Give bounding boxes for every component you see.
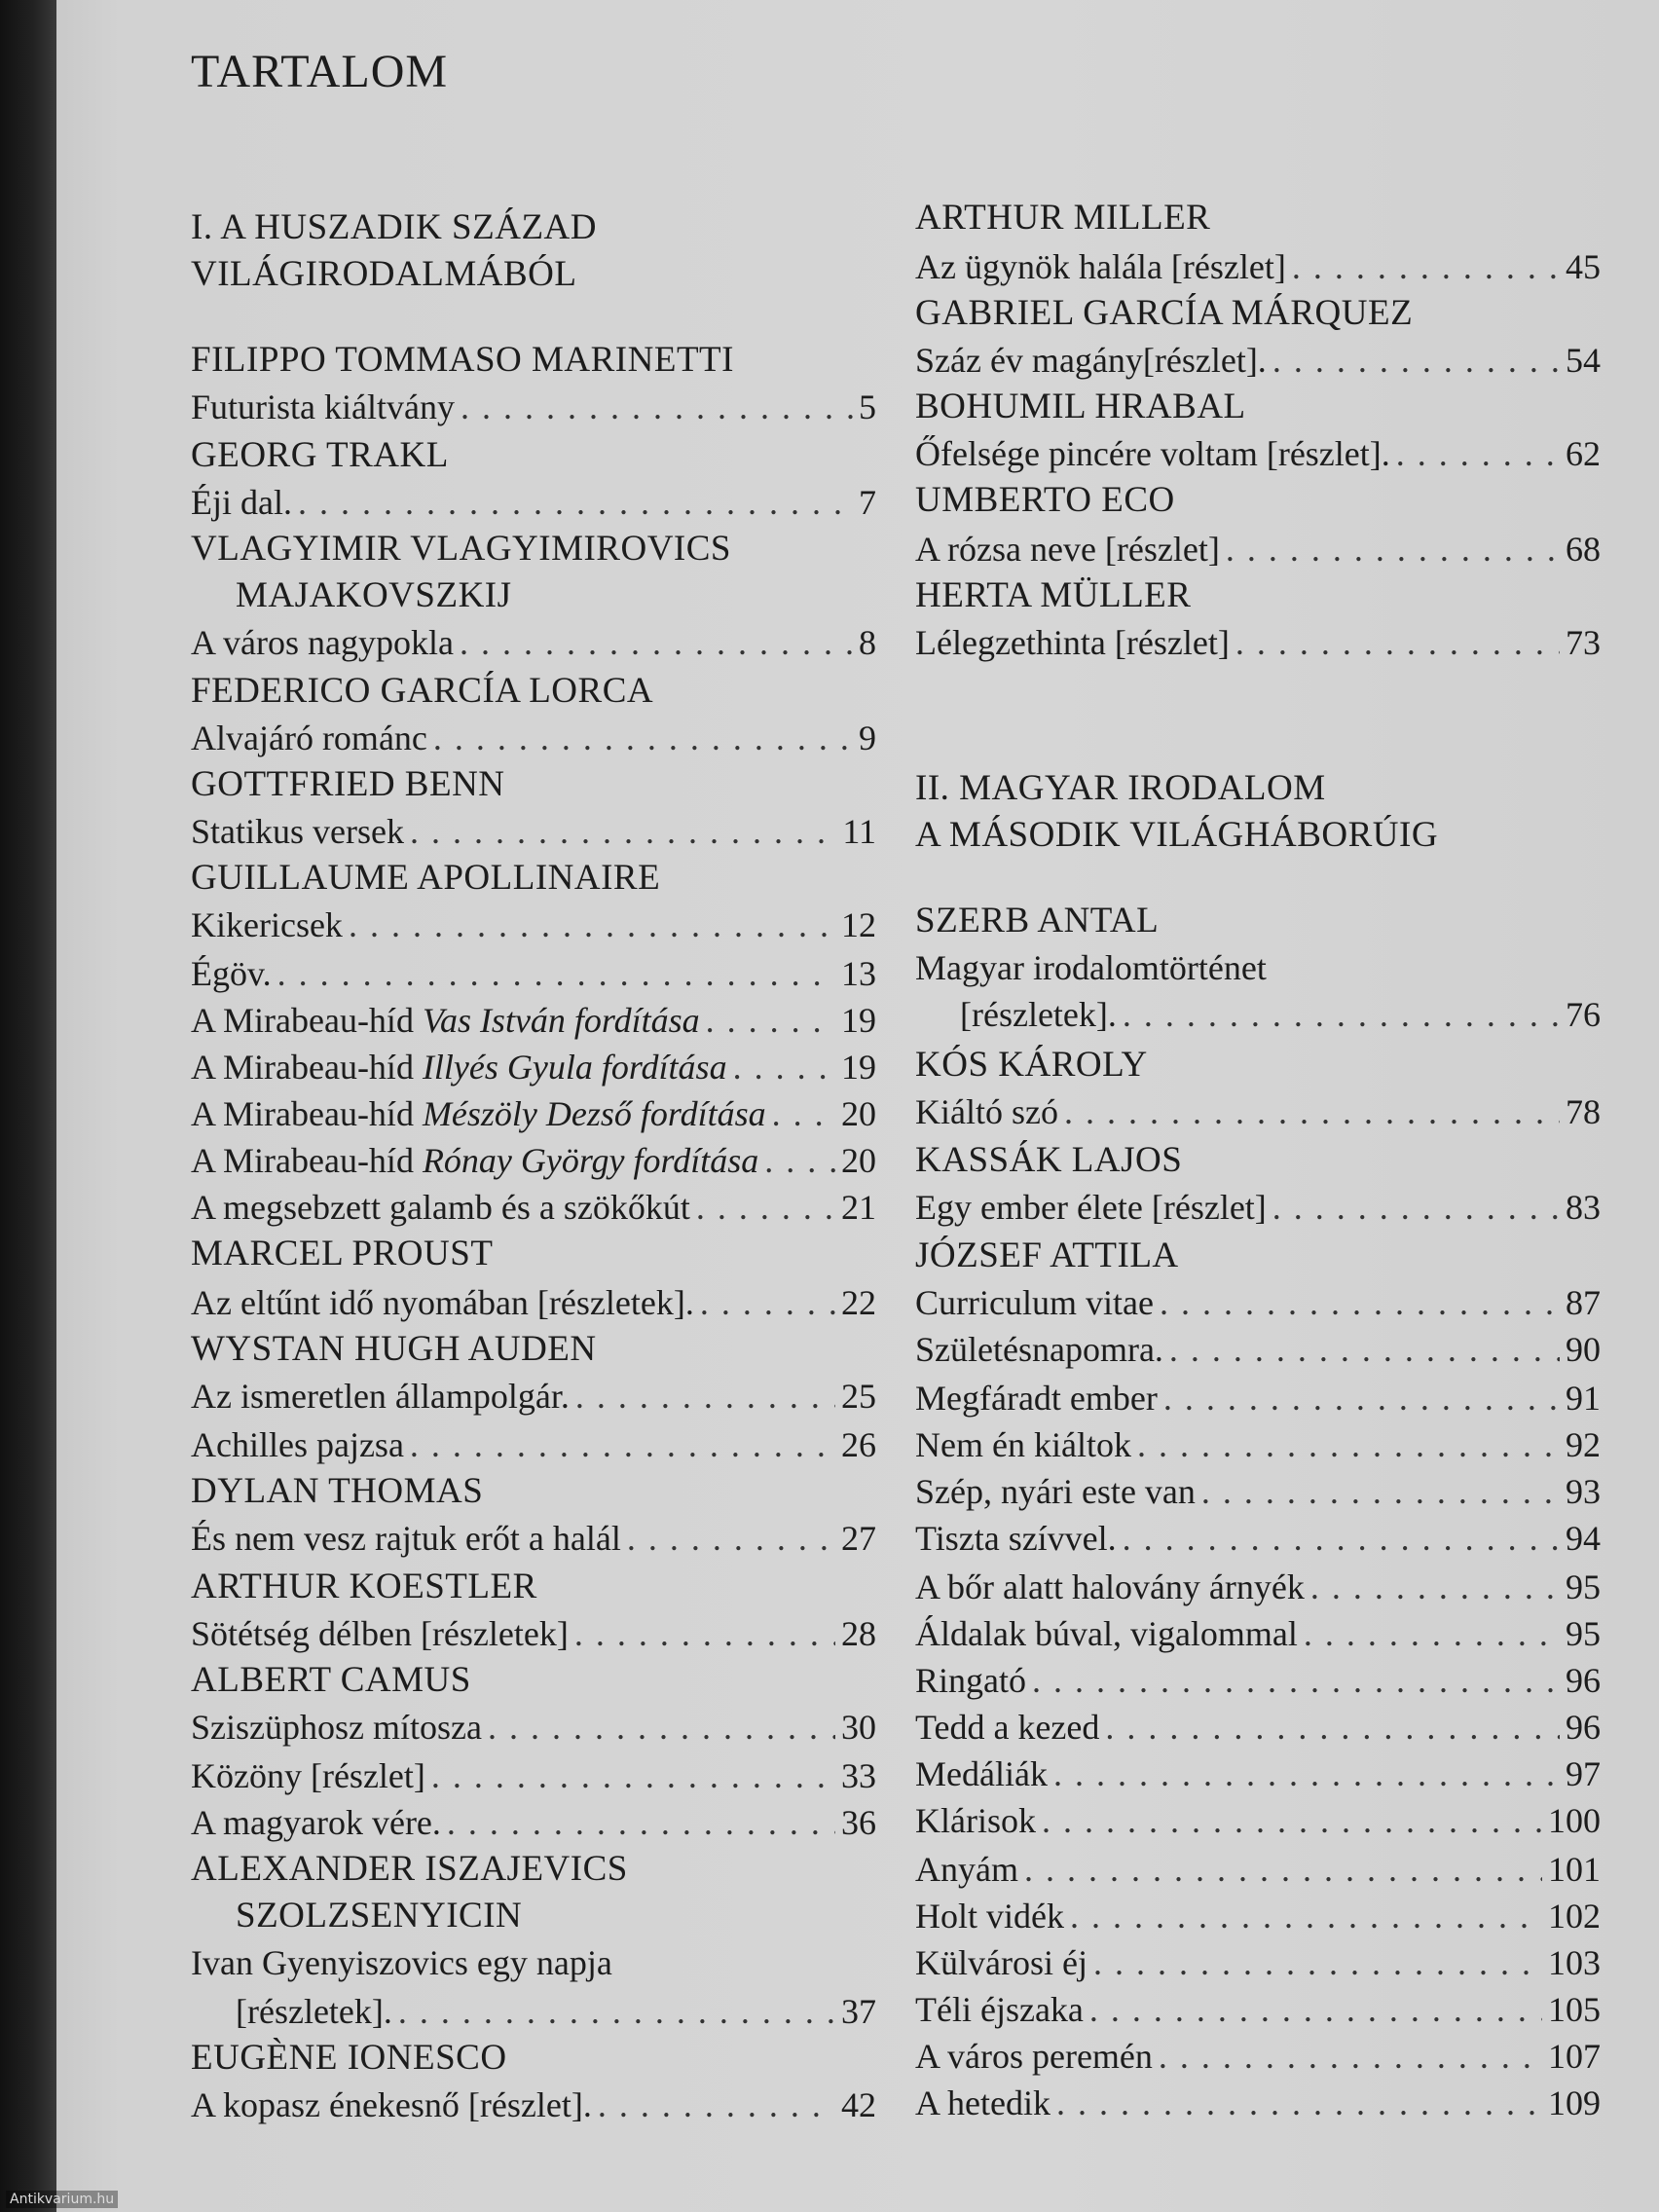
dot-leader (598, 2082, 835, 2128)
dot-leader (1053, 1751, 1560, 1797)
dot-leader (1089, 1986, 1542, 2033)
dot-leader (1137, 1421, 1560, 1468)
dot-leader (574, 1610, 835, 1657)
entry-page-number: 12 (841, 905, 876, 944)
dot-leader (398, 1988, 835, 2035)
author-name: SZOLZSENYICIN (236, 1896, 523, 1936)
toc-entry (191, 1373, 876, 1419)
dot-leader (1056, 2080, 1542, 2126)
entry-page-number: 5 (859, 387, 876, 426)
book-spine (0, 0, 56, 2212)
toc-entry (915, 1468, 1601, 1515)
author-name: FILIPPO TOMMASO MARINETTI (191, 340, 734, 380)
dot-leader (1310, 1564, 1560, 1610)
entry-title (191, 950, 272, 997)
dot-leader (433, 715, 853, 761)
entry-title (915, 1279, 1154, 1326)
toc-entry (191, 1515, 876, 1562)
toc-entry (915, 1279, 1601, 1326)
toc-entry (915, 1657, 1601, 1704)
entry-page-number: 101 (1548, 1850, 1601, 1889)
entry-page-number: 19 (841, 1001, 876, 1040)
entry-page-number: 90 (1566, 1330, 1601, 1369)
entry-title-text: Közöny [részlet] (191, 1756, 425, 1795)
author-name: ALBERT CAMUS (191, 1660, 471, 1700)
entry-page-number: 37 (841, 1992, 876, 2031)
entry-title-text: Téli éjszaka (915, 1990, 1084, 2029)
toc-entry (915, 1893, 1601, 1939)
entry-page-number: 30 (841, 1708, 876, 1747)
toc-entry (915, 1564, 1601, 1610)
entry-title-text: Az ügynök halála [részlet] (915, 247, 1286, 286)
entry-page-number: 73 (1566, 623, 1601, 662)
entry-title-text: A város nagypokla (191, 623, 454, 662)
toc-entry (915, 430, 1601, 477)
dot-leader (700, 1279, 835, 1326)
entry-title (915, 2033, 1153, 2080)
entry-page-number: 19 (841, 1048, 876, 1087)
entry-title (915, 1939, 1088, 1986)
toc-entry (915, 526, 1601, 572)
entry-translator: Rónay György fordítása (422, 1141, 759, 1180)
entry-title (915, 2080, 1051, 2126)
entry-title (191, 1184, 690, 1231)
dot-leader (1396, 430, 1560, 477)
author-name: UMBERTO ECO (915, 480, 1175, 520)
toc-entry (915, 1326, 1601, 1373)
dot-leader (277, 950, 835, 997)
entry-title (915, 1846, 1018, 1893)
entry-title (915, 337, 1267, 384)
entry-title-text: Megfáradt ember (915, 1379, 1158, 1418)
dot-leader (764, 1137, 835, 1184)
entry-title (191, 1515, 621, 1562)
toc-entry (191, 1610, 876, 1657)
entry-title-text: Kiáltó szó (915, 1092, 1058, 1131)
author-name: GUILLAUME APOLLINAIRE (191, 858, 661, 898)
dot-leader (410, 808, 836, 855)
entry-page-number: 54 (1566, 341, 1601, 380)
entry-title-text: A Mirabeau-híd (191, 1048, 414, 1087)
dot-leader (447, 1799, 835, 1846)
entry-title (191, 1704, 482, 1751)
author-name: VLAGYIMIR VLAGYIMIROVICS (191, 529, 732, 569)
toc-entry (915, 1421, 1601, 1468)
toc-entry (915, 1797, 1601, 1844)
entry-title-text: Égöv. (191, 954, 272, 993)
entry-page-number: 68 (1566, 530, 1601, 569)
entry-page-number: 83 (1566, 1188, 1601, 1227)
entry-title-text: Tiszta szívvel. (915, 1519, 1117, 1558)
entry-page-number: 36 (841, 1803, 876, 1842)
toc-entry (915, 1515, 1601, 1562)
entry-title (915, 1468, 1196, 1515)
dot-leader (1169, 1326, 1560, 1373)
dot-leader (1272, 1184, 1560, 1231)
dot-leader (772, 1090, 835, 1137)
entry-title (191, 1799, 441, 1846)
entry-title (915, 1797, 1036, 1844)
entry-page-number: 20 (841, 1094, 876, 1133)
entry-title (915, 1610, 1298, 1657)
toc-entry (191, 715, 876, 761)
author-name: KASSÁK LAJOS (915, 1140, 1183, 1180)
entry-page-number: 95 (1566, 1614, 1601, 1653)
entry-title-text: A Mirabeau-híd (191, 1001, 414, 1040)
dot-leader (1105, 1704, 1560, 1751)
entry-title (191, 902, 343, 948)
toc-entry (191, 479, 876, 526)
entry-page-number: 91 (1566, 1379, 1601, 1418)
entry-title-text: Anyám (915, 1850, 1018, 1889)
entry-title-text: Az eltűnt idő nyomában [részletek]. (191, 1283, 694, 1322)
entry-page-number: 33 (841, 1756, 876, 1795)
toc-entry (191, 997, 876, 1044)
toc-entry (191, 1090, 876, 1137)
dot-leader (1272, 337, 1560, 384)
entry-page-number: 94 (1566, 1519, 1601, 1558)
entry-title-text: Holt vidék (915, 1897, 1064, 1936)
dot-leader (696, 1184, 835, 1231)
toc-entry (191, 619, 876, 666)
author-name: ARTHUR MILLER (915, 198, 1211, 238)
entry-title-text: A város peremén (915, 2037, 1153, 2076)
entry-title (915, 1184, 1267, 1231)
entry-title: Magyar irodalomtörténet (915, 948, 1267, 987)
entry-title (191, 1279, 694, 1326)
toc-entry (191, 1279, 876, 1326)
entry-page-number: 102 (1548, 1897, 1601, 1936)
entry-title-text: Tedd a kezed (915, 1708, 1100, 1747)
entry-title-text: [részletek]. (960, 995, 1117, 1034)
dot-leader (706, 997, 835, 1044)
entry-title (915, 1564, 1305, 1610)
dot-leader (1042, 1797, 1542, 1844)
toc-entry (915, 2080, 1601, 2126)
entry-title-text: Száz év magány[részlet]. (915, 341, 1267, 380)
entry-page-number: 87 (1566, 1283, 1601, 1322)
entry-title (191, 1421, 404, 1468)
entry-translator: Vas István fordítása (422, 1001, 700, 1040)
toc-entry (191, 1044, 876, 1090)
dot-leader (1160, 1279, 1560, 1326)
entry-title (960, 991, 1117, 1038)
entry-title-text: Őfelsége pincére voltam [részlet]. (915, 434, 1390, 473)
entry-page-number: 105 (1548, 1990, 1601, 2029)
entry-title (191, 1044, 727, 1090)
entry-title-text: Születésnapomra. (915, 1330, 1163, 1369)
author-name: GEORG TRAKL (191, 435, 449, 475)
entry-page-number: 21 (841, 1188, 876, 1227)
author-name: HERTA MÜLLER (915, 575, 1192, 615)
dot-leader (733, 1044, 835, 1090)
entry-page-number: 76 (1566, 995, 1601, 1034)
author-name: JÓZSEF ATTILA (915, 1235, 1179, 1275)
toc-entry (915, 1846, 1601, 1893)
section-heading: VILÁGIRODALMÁBÓL (191, 254, 577, 294)
toc-entry (191, 1988, 876, 2035)
entry-title-text: Curriculum vitae (915, 1283, 1154, 1322)
dot-leader (349, 902, 835, 948)
entry-page-number: 95 (1566, 1567, 1601, 1606)
entry-title-text: A magyarok vére. (191, 1803, 441, 1842)
entry-title: Ivan Gyenyiszovics egy napja (191, 1943, 612, 1982)
entry-title-text: Alvajáró románc (191, 719, 427, 757)
entry-title-text: [részletek]. (236, 1992, 392, 2031)
toc-entry (191, 1752, 876, 1799)
entry-title-text: A rózsa neve [részlet] (915, 530, 1220, 569)
entry-page-number: 7 (859, 483, 876, 522)
toc-entry (191, 808, 876, 855)
page-title: TARTALOM (191, 46, 449, 97)
section-heading: I. A HUSZADIK SZÁZAD (191, 207, 597, 247)
author-name: BOHUMIL HRABAL (915, 387, 1246, 426)
toc-entry (915, 1986, 1601, 2033)
entry-title-text: A bőr alatt halovány árnyék (915, 1567, 1305, 1606)
entry-title-text: Medáliák (915, 1754, 1048, 1793)
entry-page-number: 78 (1566, 1092, 1601, 1131)
entry-title-text: Sötétség délben [részletek] (191, 1614, 569, 1653)
toc-entry (915, 1610, 1601, 1657)
dot-leader (1201, 1468, 1560, 1515)
dot-leader (1064, 1088, 1560, 1135)
entry-page-number: 27 (841, 1519, 876, 1558)
entry-page-number: 107 (1548, 2037, 1601, 2076)
author-name: SZERB ANTAL (915, 901, 1160, 940)
dot-leader (1024, 1846, 1542, 1893)
toc-entry (915, 1939, 1601, 1986)
entry-page-number: 97 (1566, 1754, 1601, 1793)
entry-page-number: 45 (1566, 247, 1601, 286)
entry-title (191, 479, 292, 526)
toc-entry (191, 1137, 876, 1184)
dot-leader (1159, 2033, 1542, 2080)
entry-title (915, 1326, 1163, 1373)
entry-title (191, 1752, 425, 1799)
entry-title-text: A Mirabeau-híd (191, 1141, 414, 1180)
entry-title-text: És nem vesz rajtuk erőt a halál (191, 1519, 621, 1558)
dot-leader (1235, 619, 1560, 666)
entry-title (236, 1988, 392, 2035)
entry-title-text: Áldalak búval, vigalommal (915, 1614, 1298, 1653)
entry-title-text: Klárisok (915, 1801, 1036, 1840)
dot-leader (1163, 1375, 1560, 1421)
entry-page-number: 11 (842, 812, 876, 851)
entry-title-text: A kopasz énekesnő [részlet]. (191, 2085, 592, 2124)
author-name: DYLAN THOMAS (191, 1471, 484, 1511)
section-heading: II. MAGYAR IRODALOM (915, 768, 1326, 808)
entry-title-text: Sziszüphosz mítosza (191, 1708, 482, 1747)
toc-entry (915, 1088, 1601, 1135)
entry-page-number: 25 (841, 1377, 876, 1416)
entry-title (191, 1137, 758, 1184)
entry-title (915, 1751, 1048, 1797)
toc-entry (915, 1184, 1601, 1231)
author-name: GOTTFRIED BENN (191, 764, 505, 804)
entry-title-text: Ringató (915, 1661, 1026, 1700)
dot-leader (460, 619, 853, 666)
toc-entry (915, 2033, 1601, 2080)
entry-title (191, 1610, 569, 1657)
entry-title-text: Futurista kiáltvány (191, 387, 455, 426)
entry-title (915, 1515, 1117, 1562)
toc-entry (191, 950, 876, 997)
dot-leader (1292, 243, 1560, 290)
entry-title (191, 715, 427, 761)
entry-title-text: Egy ember élete [részlet] (915, 1188, 1267, 1227)
entry-title (915, 1704, 1099, 1751)
entry-title (915, 430, 1390, 477)
entry-page-number: 22 (841, 1283, 876, 1322)
dot-leader (1123, 991, 1560, 1038)
toc-entry (191, 2082, 876, 2128)
dot-leader (431, 1752, 835, 1799)
entry-translator: Mészöly Dezső fordítása (422, 1094, 766, 1133)
entry-title-text: Éji dal. (191, 483, 292, 522)
entry-page-number: 9 (859, 719, 876, 757)
entry-page-number: 20 (841, 1141, 876, 1180)
entry-title (915, 1421, 1131, 1468)
dot-leader (1070, 1893, 1542, 1939)
author-name: FEDERICO GARCÍA LORCA (191, 671, 654, 711)
entry-page-number: 96 (1566, 1661, 1601, 1700)
toc-entry (191, 1184, 876, 1231)
entry-page-number: 26 (841, 1425, 876, 1464)
entry-page-number: 96 (1566, 1708, 1601, 1747)
entry-page-number: 28 (841, 1614, 876, 1653)
entry-title-text: Az ismeretlen állampolgár. (191, 1377, 570, 1416)
author-name: KÓS KÁROLY (915, 1045, 1148, 1085)
entry-title-text: Kikericsek (191, 905, 343, 944)
entry-title (915, 243, 1286, 290)
entry-translator: Illyés Gyula fordítása (422, 1048, 727, 1087)
entry-title-text: A megsebzett galamb és a szökőkút (191, 1188, 690, 1227)
dot-leader (1123, 1515, 1560, 1562)
dot-leader (1304, 1610, 1560, 1657)
toc-entry (915, 1704, 1601, 1751)
entry-page-number: 93 (1566, 1472, 1601, 1511)
toc-entry (191, 1799, 876, 1846)
entry-title (191, 2082, 592, 2128)
watermark: Antikvarium.hu (6, 2191, 118, 2208)
dot-leader (298, 479, 853, 526)
entry-title (191, 384, 455, 430)
entry-title (191, 808, 404, 855)
entry-page-number: 13 (841, 954, 876, 993)
entry-title (191, 1090, 766, 1137)
toc-entry (915, 1751, 1601, 1797)
toc-entry (191, 384, 876, 430)
dot-leader (1226, 526, 1560, 572)
toc-entry (915, 619, 1601, 666)
author-name: ARTHUR KOESTLER (191, 1567, 537, 1606)
toc-entry (915, 243, 1601, 290)
entry-page-number: 62 (1566, 434, 1601, 473)
entry-title (191, 619, 454, 666)
dot-leader (410, 1421, 835, 1468)
entry-page-number: 8 (859, 623, 876, 662)
entry-title-text: Statikus versek (191, 812, 404, 851)
entry-page-number: 109 (1548, 2083, 1601, 2122)
toc-entry (191, 1704, 876, 1751)
author-name: MARCEL PROUST (191, 1234, 494, 1273)
entry-title (915, 526, 1220, 572)
entry-title-text: A Mirabeau-híd (191, 1094, 414, 1133)
toc-entry (191, 902, 876, 948)
toc-entry (915, 991, 1601, 1038)
author-name: ALEXANDER ISZAJEVICS (191, 1849, 628, 1889)
toc-entry (915, 337, 1601, 384)
entry-title (915, 1657, 1026, 1704)
entry-title (191, 997, 700, 1044)
entry-title-text: Külvárosi éj (915, 1943, 1088, 1982)
author-name: EUGÈNE IONESCO (191, 2038, 507, 2078)
dot-leader (488, 1704, 835, 1751)
entry-title-text: Nem én kiáltok (915, 1425, 1131, 1464)
entry-title-text: A hetedik (915, 2083, 1051, 2122)
entry-page-number: 42 (841, 2085, 876, 2124)
entry-title (915, 1986, 1084, 2033)
author-name: WYSTAN HUGH AUDEN (191, 1329, 597, 1369)
entry-page-number: 92 (1566, 1425, 1601, 1464)
entry-title (915, 1893, 1064, 1939)
entry-title (915, 1375, 1158, 1421)
dot-leader (461, 384, 853, 430)
entry-page-number: 100 (1548, 1801, 1601, 1840)
dot-leader (1032, 1657, 1560, 1704)
entry-title-text: Szép, nyári este van (915, 1472, 1196, 1511)
dot-leader (627, 1515, 835, 1562)
entry-title (915, 619, 1230, 666)
section-heading: A MÁSODIK VILÁGHÁBORÚIG (915, 815, 1439, 855)
entry-title (915, 1088, 1058, 1135)
dot-leader (1093, 1939, 1542, 1986)
entry-title-text: Achilles pajzsa (191, 1425, 404, 1464)
toc-entry (915, 1375, 1601, 1421)
entry-title (191, 1373, 570, 1419)
dot-leader (575, 1373, 835, 1419)
toc-entry (191, 1421, 876, 1468)
author-name: MAJAKOVSZKIJ (236, 575, 512, 615)
entry-page-number: 103 (1548, 1943, 1601, 1982)
author-name: GABRIEL GARCÍA MÁRQUEZ (915, 293, 1414, 333)
entry-title-text: Lélegzethinta [részlet] (915, 623, 1230, 662)
